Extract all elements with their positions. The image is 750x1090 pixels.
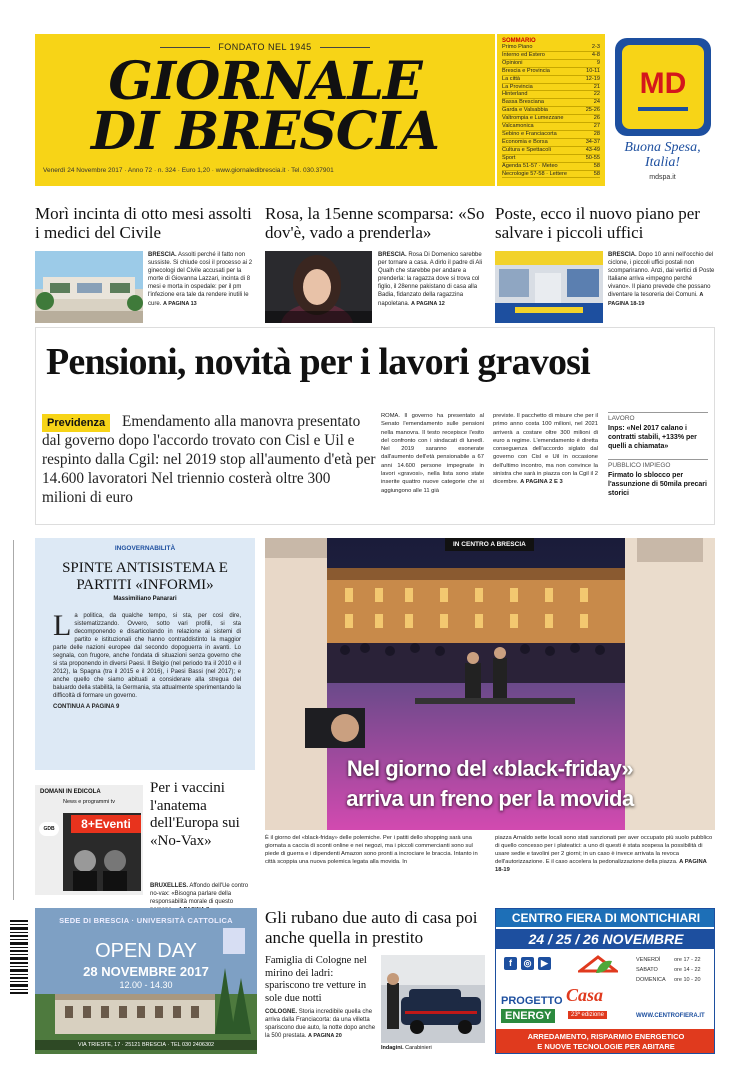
sommario-row-page: 24 bbox=[593, 99, 600, 106]
energy-label: ENERGY bbox=[501, 1009, 555, 1023]
editorial-drop-cap: L bbox=[53, 609, 72, 642]
photo-caption bbox=[265, 834, 715, 874]
progetto-label: PROGETTO bbox=[501, 995, 563, 1007]
md-logo-stripe bbox=[638, 107, 688, 111]
domani-sub: News e programmi tv bbox=[63, 799, 115, 805]
sommario-row-label: Sebino e Franciacorta bbox=[502, 130, 557, 137]
editorial-title[interactable]: SPINTE ANTISISTEMA E PARTITI «INFORMI» bbox=[62, 560, 228, 593]
editorial-continue[interactable]: CONTINUA A PAGINA 9 bbox=[53, 703, 120, 710]
fiera-dates: 24 / 25 / 26 NOVEMBRE bbox=[496, 929, 715, 949]
sommario-row-label: Sport bbox=[502, 154, 516, 161]
sommario-box bbox=[497, 34, 605, 186]
side-label-lavoro: LAVORO bbox=[608, 412, 708, 422]
editorial-text: a politica, da qualche tempo, si sta, per così dire, sistematizzando. Ovvero, sotto vari profili, si sta decomponendo e disarticolando in relazione ai sistemi di partito e istituzionali che hanno contraddistinto la maggior parte delle nazioni europee dal secondo dopoguerra in avanti. Lo segnala, con frugore, anche l'ondata di situazioni senza governo che si sta proponendo in diversi Paesi. Il Belgio (nel periodo tra il 2010 e il 2012), la Spagna (tra il 2015 e il 2016), i Paesi Bassi (nel 2017); e anche quello che siamo abituati a considerare alla stregua del baluardo della stabilità, la Germania, sta attualmente sperimentando la difficoltà di formare un governo. bbox=[53, 613, 241, 700]
sommario-row-label: Opinioni bbox=[502, 59, 523, 66]
main-story-box bbox=[35, 327, 715, 525]
eventi-label: 8+Eventi bbox=[71, 815, 141, 833]
sommario-row[interactable] bbox=[502, 91, 600, 99]
fiera-schedule bbox=[636, 955, 701, 985]
sommario-row[interactable] bbox=[502, 52, 600, 60]
sommario-row-page: 21 bbox=[593, 83, 600, 90]
girl-photo bbox=[265, 251, 372, 323]
auto-place: COLOGNE. bbox=[265, 1009, 298, 1015]
auto-headline[interactable]: Gli rubano due auto di casa poi anche quella in prestito bbox=[265, 908, 478, 947]
sommario-row[interactable] bbox=[502, 123, 600, 131]
edition-badge: 23ª edizione bbox=[568, 1011, 607, 1019]
barcode-icon bbox=[8, 918, 30, 998]
sommario-row-label: Valcamonica bbox=[502, 123, 534, 130]
fiera-bottom-line1: ARREDAMENTO, RISPARMIO ENERGETICO bbox=[527, 1032, 685, 1041]
dateline: Venerdì 24 Novembre 2017 · Anno 72 · n. 324 · Euro 1,20 · www.giornaledibrescia.it · Tel. 030.37901 bbox=[43, 167, 334, 174]
sommario-row-page: 22 bbox=[593, 91, 600, 98]
vax-place: BRUXELLES. bbox=[150, 883, 189, 889]
sommario-row-page: 10-11 bbox=[586, 67, 600, 74]
md-slogan-line2: Italia! bbox=[645, 155, 680, 170]
sommario-row[interactable] bbox=[502, 107, 600, 115]
sommario-row-label: Cultura e Spettacoli bbox=[502, 146, 551, 153]
youtube-icon: ▶ bbox=[538, 957, 551, 970]
top-story-1-pageref[interactable]: A PAGINA 13 bbox=[163, 300, 197, 307]
top-story-3-headline[interactable]: Poste, ecco il nuovo piano per salvare i piccoli uffici bbox=[495, 204, 700, 242]
post-office-photo bbox=[495, 251, 603, 323]
fiera-bottom-banner bbox=[496, 1029, 715, 1054]
editorial-box bbox=[35, 538, 255, 770]
photo-headline-line1[interactable]: Nel giorno del «black-friday» bbox=[346, 756, 634, 781]
main-subhead: Emendamento alla manovra presentato dal governo dopo l'accordo trovato con Cisl e Uil e respinto dalla Cgil: nel 2019 stop all'aumento d'età per 14.600 lavoratori Nel triennio costerà oltre 300 milioni di euro bbox=[42, 413, 376, 506]
founded-line: FONDATO NEL 1945 bbox=[35, 42, 495, 52]
main-col1 bbox=[381, 412, 484, 495]
auto-subhead: Famiglia di Cologne nel mirino dei ladri: spariscono tre vetture in sole due notti bbox=[265, 955, 367, 1004]
vax-headline[interactable]: Per i vaccini l'anatema dell'Europa sui «No-Vax» bbox=[150, 780, 240, 849]
main-col1-text: ROMA. Il governo ha presentato al Senato l'emendamento sulle pensioni nella manovra. Il testo recepisce l'esito del confronto con i sindacati di lunedì. Nel 2019 saranno esonerate dall'aumento dell'età pensionabile a 67 anni 14.600 persone impegnate in lavori «gravosi», nella lista sono state inserite quattro nuove categorie che si aggiungono alle 11 già bbox=[381, 413, 484, 494]
photo-caption-right-text: piazza Arnaldo sette locali sono stati sanzionati per aver occupato più suolo pubblico di quello concesso per i plateatici: a uno di questi è stata sospesa la possibilità di usare sedie e tavolini per 2 giorni; in un caso è invece arrivata la revoca dell'autorizzazione. E il caso accelera la pedonalizzazione della piazza. bbox=[495, 835, 713, 865]
sommario-row[interactable] bbox=[502, 155, 600, 163]
university-open-day-ad[interactable] bbox=[35, 908, 257, 1054]
auto-text: Storia incredibile quella che arriva dalla Franciacorta: da una villetta spariscono due auto, la notte dopo anche la 500 prestata. bbox=[265, 1009, 376, 1040]
photo-kicker: IN CENTRO A BRESCIA bbox=[445, 538, 534, 551]
main-col2 bbox=[493, 412, 598, 487]
main-headline[interactable]: Pensioni, novità per i lavori gravosi bbox=[46, 341, 590, 383]
md-logo bbox=[615, 38, 711, 136]
top-story-3-body bbox=[608, 251, 716, 308]
sommario-row[interactable] bbox=[502, 84, 600, 92]
vax-text: Affondo dell'Ue contro no-vax: «Bisogna parlare della responsabilità morale di questo bbox=[150, 883, 249, 906]
sommario-row-page: 43-49 bbox=[585, 146, 600, 153]
sommario-row-label: Agenda 51-57 · Meteo bbox=[502, 162, 558, 169]
university-open-day: OPEN DAY bbox=[95, 940, 197, 962]
photo-headline-line2[interactable]: arriva un freno per la movida bbox=[346, 786, 634, 811]
top-story-1-headline[interactable]: Morì incinta di otto mesi assolti i medici del Civile bbox=[35, 204, 252, 242]
photo-caption-right bbox=[495, 834, 715, 874]
sommario-row-page: 58 bbox=[593, 170, 600, 177]
sommario-row-page: 26 bbox=[593, 115, 600, 122]
top-story-1-text: Assolti perché il fatto non sussiste. Si chiude così il processo ai 2 ginecologi del Civile accusati per la morte di Giovanna Lazzari, incinta di 8 mesi e morta in ospedale: per il pm l'infezione era tale da rendere inutili le cure. bbox=[148, 252, 253, 307]
sommario-row[interactable] bbox=[502, 68, 600, 76]
university-time: 12.00 - 14.30 bbox=[119, 980, 173, 990]
gdb-badge: GDB bbox=[39, 822, 59, 836]
sommario-row[interactable] bbox=[502, 171, 600, 179]
domani-in-edicola-box[interactable] bbox=[35, 785, 143, 895]
sommario-row-label: La città bbox=[502, 75, 521, 82]
md-slogan-line1: Buona Spesa, bbox=[624, 140, 701, 155]
sommario-row-label: Economia e Borsa bbox=[502, 138, 548, 145]
top-story-2-text: Rosa Di Domenico sarebbe per tornare a casa. A dirlo il padre di Ali Qualh che starebbe per andare a prenderla: la ragazza dove si trova col figlio, il 28enne pakistano di casa alla Badia, fidanzato della ragazzina napoletana. bbox=[378, 252, 483, 307]
sommario-title: SOMMARIO bbox=[502, 38, 536, 44]
top-story-3-text: Dopo 10 anni nell'occhio del ciclone, i piccoli uffici postali non scompariranno. Anzi, dai vertici di Poste Italiane arriva «impegno perché vivano». Il piano prevede che possano diventare la tesoreria dei Comuni. bbox=[608, 252, 715, 299]
md-url: mdspa.it bbox=[649, 174, 676, 181]
top-story-1-place: BRESCIA. bbox=[148, 252, 177, 258]
fiera-title: CENTRO FIERA DI MONTICHIARI bbox=[496, 909, 715, 927]
masthead bbox=[35, 34, 495, 186]
movida-photo bbox=[265, 538, 715, 830]
casa-label: Casa bbox=[566, 985, 604, 1005]
md-logo-inner bbox=[622, 45, 704, 129]
main-side-column bbox=[608, 412, 708, 506]
sommario-row-page: 12-19 bbox=[585, 75, 600, 82]
main-col2-text: previste. Il pacchetto di misure che per il primo anno costa 100 milioni, nel 2021 arriverà a costare oltre 300 milioni di euro a regime. L'emendamento è diretta conseguenza dell'accordo siglato dal governo con Cisl e Uil in occasione dell'ultimo incontro, ma non convince la sinistra che sarà in piazza con la Cgil il 2 dicembre. bbox=[493, 413, 598, 486]
sommario-row-page: 58 bbox=[593, 162, 600, 169]
sommario-row-page: 28 bbox=[593, 130, 600, 137]
sommario-row[interactable] bbox=[502, 115, 600, 123]
sommario-row-page: 27 bbox=[593, 123, 600, 130]
sommario-row[interactable] bbox=[502, 76, 600, 84]
newspaper-title-line2: DI BRESCIA bbox=[91, 101, 439, 162]
editorial-kicker: INGOVERNABILITÀ bbox=[114, 545, 176, 552]
top-story-3-place: BRESCIA. bbox=[608, 252, 637, 258]
sommario-row-label: Interno ed Estero bbox=[502, 51, 545, 58]
university-address: VIA TRIESTE, 17 · 25121 BRESCIA · TEL 030 2406302 bbox=[35, 1040, 257, 1050]
schedule-row: SABATO ore 14 - 22 bbox=[636, 967, 701, 973]
sommario-row-label: Valtrompia e Lumezzane bbox=[502, 115, 564, 122]
photo-caption-left: È il giorno del «black-friday» delle polemiche. Per i patiti dello shopping sarà una giornata a caccia di sconti online e nei negozi, ma i piccoli commercianti sono sul piede di guerra e i dipendenti Amazon sono pronti a incrociare le braccia. Intanto in città scoppia una nuova polemica legata alla movida. In bbox=[265, 835, 478, 865]
sommario-row[interactable] bbox=[502, 131, 600, 139]
sommario-row[interactable] bbox=[502, 147, 600, 155]
auto-body bbox=[265, 1008, 377, 1040]
house-leaf-icon bbox=[578, 953, 618, 985]
fiera-url[interactable]: WWW.CENTROFIERA.IT bbox=[636, 1013, 705, 1019]
sommario-list bbox=[502, 44, 600, 178]
sommario-row-page: 34-37 bbox=[585, 138, 600, 145]
md-slogan bbox=[610, 140, 715, 170]
fiera-bottom-line2: E NUOVE TECNOLOGIE PER ABITARE bbox=[537, 1042, 675, 1051]
sommario-row-page: 25-26 bbox=[585, 107, 600, 114]
auto-photo-caption bbox=[381, 1045, 432, 1051]
main-col2-pageref[interactable]: A PAGINA 2 E 3 bbox=[520, 479, 563, 486]
sommario-row-label: Necrologie 57-58 · Lettere bbox=[502, 170, 567, 177]
top-story-2-body bbox=[378, 251, 488, 308]
sommario-row-label: Primo Piano bbox=[502, 44, 533, 50]
sommario-row[interactable] bbox=[502, 44, 600, 52]
side-label-pubblico: PUBBLICO IMPIEGO bbox=[608, 459, 708, 469]
sommario-row-page: 2-3 bbox=[591, 44, 600, 50]
photo-caption-pageref[interactable]: A PAGINA 18-19 bbox=[495, 859, 707, 873]
top-story-2-place: BRESCIA. bbox=[378, 252, 407, 258]
university-ad-top: SEDE DI BRESCIA · UNIVERSITÀ CATTOLICA bbox=[59, 916, 233, 925]
sommario-row-label: Hinterland bbox=[502, 91, 528, 98]
side-print-line bbox=[10, 540, 18, 900]
side-text-lavoro[interactable]: Inps: «Nel 2017 calano i contratti stabili, +133% per quelli a chiamata» bbox=[608, 425, 697, 450]
top-story-1-body bbox=[148, 251, 258, 308]
sommario-row-page: 50-55 bbox=[585, 154, 600, 161]
side-text-pubblico[interactable]: Firmato lo sblocco per l'assunzione di 50mila precari storici bbox=[608, 472, 707, 497]
instagram-icon: ◎ bbox=[521, 957, 534, 970]
newspaper-title-line1: GIORNALE bbox=[108, 51, 422, 112]
auto-caption-text: Carabinieri bbox=[405, 1045, 432, 1051]
carabinieri-photo bbox=[381, 955, 485, 1043]
sommario-row-label: Brescia e Provincia bbox=[502, 67, 550, 74]
schedule-row: VENERDÌ ore 17 - 22 bbox=[636, 957, 701, 963]
facebook-icon: f bbox=[504, 957, 517, 970]
editorial-body bbox=[53, 609, 241, 711]
schedule-row: DOMENICA ore 10 - 20 bbox=[636, 977, 701, 983]
top-story-3-pageref[interactable]: A PAGINA 18-19 bbox=[608, 292, 704, 307]
sommario-row-label: Garda e Valsabbia bbox=[502, 107, 548, 114]
editorial-author: Massimiliano Panarari bbox=[113, 596, 177, 602]
sommario-row[interactable] bbox=[502, 99, 600, 107]
domani-label: DOMANI IN EDICOLA bbox=[40, 789, 101, 795]
md-advertisement[interactable] bbox=[610, 34, 715, 186]
auto-pageref[interactable]: A PAGINA 20 bbox=[308, 1033, 342, 1040]
centro-fiera-ad[interactable] bbox=[495, 908, 715, 1054]
sommario-row-page: 9 bbox=[596, 59, 600, 66]
university-date: 28 NOVEMBRE 2017 bbox=[83, 964, 209, 979]
sommario-row[interactable] bbox=[502, 163, 600, 171]
md-logo-text: MD bbox=[639, 67, 687, 100]
hospital-photo bbox=[35, 251, 143, 323]
sommario-row[interactable] bbox=[502, 139, 600, 147]
top-story-2-pageref[interactable]: A PAGINA 12 bbox=[411, 300, 445, 307]
sommario-row-page: 4-8 bbox=[591, 51, 600, 58]
top-story-2-headline[interactable]: Rosa, la 15enne scomparsa: «So dov'è, vado a prenderla» bbox=[265, 204, 485, 242]
sommario-row-label: La Provincia bbox=[502, 83, 533, 90]
auto-caption-label: Indagini. bbox=[381, 1045, 404, 1051]
sommario-row[interactable] bbox=[502, 60, 600, 68]
sommario-row-label: Bassa Bresciana bbox=[502, 99, 544, 106]
main-kicker: Previdenza bbox=[42, 414, 110, 432]
